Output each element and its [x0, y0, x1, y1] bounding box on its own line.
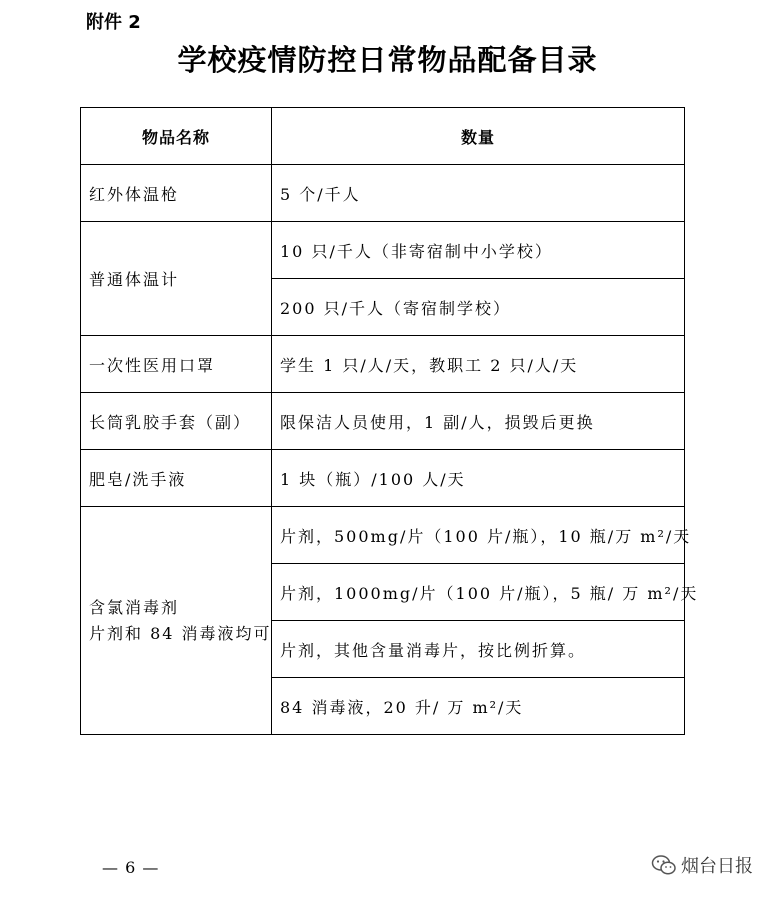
item-name-cell: 一次性医用口罩 [81, 336, 272, 393]
item-name-cell [81, 507, 272, 735]
quantity-cell: 5 个/千人 [272, 165, 685, 222]
table-header-row [81, 108, 685, 165]
quantity-cell: 片剂，500mg/片（100 片/瓶），10 瓶/万 m²/天 [272, 507, 685, 564]
supplies-table [80, 107, 699, 735]
table-row [81, 165, 685, 222]
watermark-text: 烟台日报 [681, 856, 753, 877]
item-name-cell: 肥皂/洗手液 [81, 450, 272, 507]
item-name-cell: 普通体温计 [81, 222, 272, 336]
item-name-cell: 红外体温枪 [81, 165, 272, 222]
quantity-cell: 学生 1 只/人/天，教职工 2 只/人/天 [272, 336, 685, 393]
watermark [651, 852, 753, 878]
page-number: — 6 — [102, 858, 160, 877]
item-name-cell: 长筒乳胶手套（副） [81, 393, 272, 450]
quantity-cell: 84 消毒液，20 升/ 万 m²/天 [272, 678, 685, 735]
page-title: 学校疫情防控日常物品配备目录 [177, 43, 598, 77]
quantity-cell: 片剂，其他含量消毒片，按比例折算。 [272, 621, 685, 678]
table-row [81, 336, 685, 393]
column-header-quantity: 数量 [272, 108, 685, 165]
quantity-cell: 限保洁人员使用，1 副/人，损毁后更换 [272, 393, 685, 450]
quantity-cell: 10 只/千人（非寄宿制中小学校） [272, 222, 685, 279]
column-header-item: 物品名称 [81, 108, 272, 165]
wechat-icon [651, 854, 677, 876]
item-name-line: 片剂和 84 消毒液均可 [89, 623, 272, 643]
quantity-cell: 片剂，1000mg/片（100 片/瓶），5 瓶/ 万 m²/天 [272, 564, 685, 621]
table-row [81, 507, 685, 564]
table-row [81, 222, 685, 279]
quantity-cell: 1 块（瓶）/100 人/天 [272, 450, 685, 507]
quantity-cell: 200 只/千人（寄宿制学校） [272, 279, 685, 336]
table-row [81, 393, 685, 450]
attachment-label: 附件 2 [86, 12, 141, 33]
item-name-line: 含氯消毒剂 [89, 597, 180, 617]
table-row [81, 450, 685, 507]
